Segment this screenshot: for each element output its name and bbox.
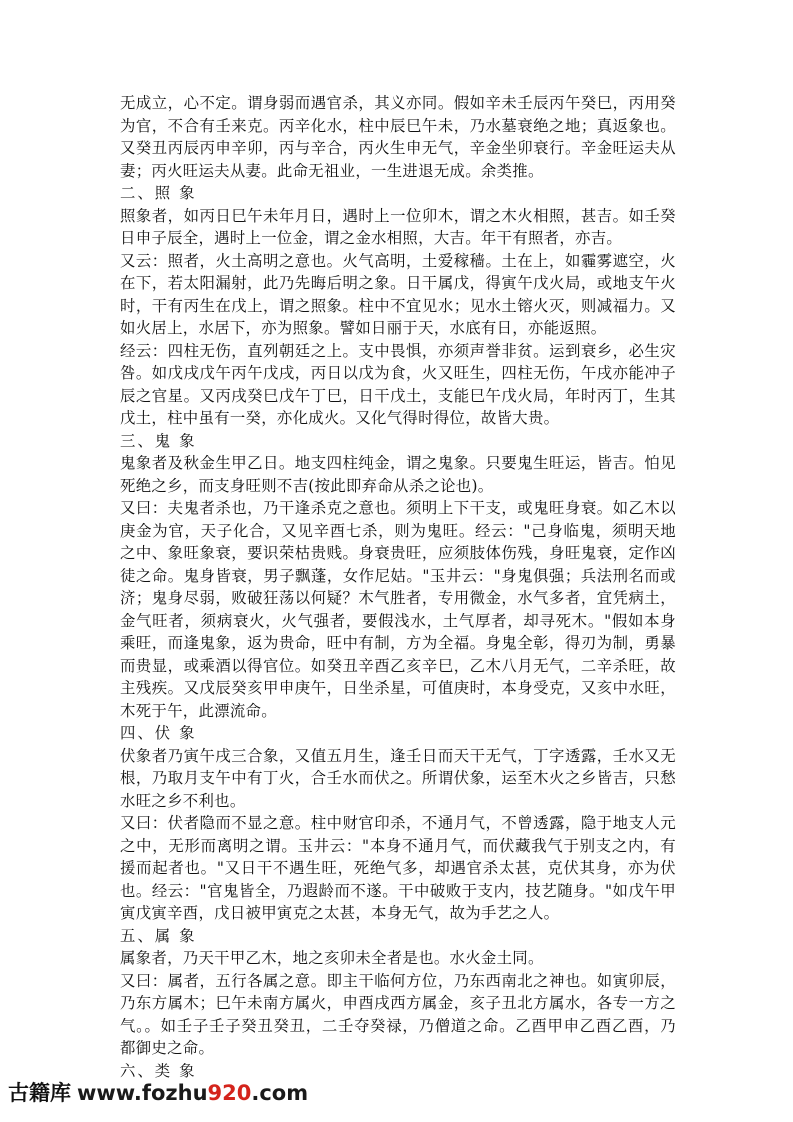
site-url-prefix: www.fozhu [77,1081,208,1105]
paragraph: 又曰：属者，五行各属之意。即主干临何方位，乃东西南北之神也。如寅卯辰，乃东方属木；巳午未南方属火，申酉戌西方属金，亥子丑北方属水，各专一方之气。。如壬子壬子癸丑癸丑，二壬夺癸禄，乃僧道之命。乙酉甲申乙酉乙酉，乃都御史之命。 [120,971,676,1057]
site-name: 古籍库 [8,1081,71,1105]
section-heading: 四、伏 象 [120,724,197,742]
paragraph: 又曰：伏者隐而不显之意。柱中财官印杀，不通月气，不曾透露，隐于地支人元之中，无形而离明之谓。玉井云："本身不通月气，而伏藏我气于别支之内，有援而起者也。"又日干不遇生旺，死绝气多，却遇官杀太甚，克伏其身，亦为伏也。经云："官鬼皆全，乃遐龄而不遂。干中破败于支内，技艺随身。"如戊午甲寅戊寅辛酉，戊日被甲寅克之太甚，本身无气，故为手艺之人。 [120,814,676,922]
section-heading: 二、照 象 [120,184,197,202]
paragraph: 又云：照者，火土高明之意也。火气高明，土爱稼穑。土在上，如霾雾遮空，火在下，若太阳漏射，此乃先晦后明之象。日干属戊，得寅午戊火局，或地支午火时，干有丙生在戊上，谓之照象。柱中不宜见水；见水土镕火灭，则减福力。又如火居上，水居下，亦为照象。譬如日丽于天，水底有日，亦能返照。 [120,251,676,337]
document-body [120,92,676,1082]
section-heading: 五、属 象 [120,926,197,945]
paragraph: 无成立，心不定。谓身弱而遇官杀，其义亦同。假如辛未壬辰丙午癸巳，丙用癸为官，不合有壬来克。丙辛化水，柱中辰巳午未，乃水墓衰绝之地；真返象也。又癸丑丙辰丙申辛卯，丙与辛合，丙火生申无气，辛金坐卯衰行。辛金旺运夫从妻；丙火旺运夫从妻。此命无祖业，一生进退无成。余类推。 [120,94,676,180]
paragraph: 伏象者乃寅午戌三合象，又值五月生，逢壬日而天干无气，丁字透露，壬水又无根，乃取月支午中有丁火，合壬水而伏之。所谓伏象，运至木火之乡皆吉，只愁水旺之乡不利也。 [120,746,676,810]
paragraph: 经云：四柱无伤，直列朝廷之上。支中畏惧，亦须声誉非贫。运到衰乡，必生灾咎。如戊戌戊午丙午戊戌，丙日以戊为食，火又旺生，四柱无伤，午戌亦能冲子辰之官星。又丙戌癸巳戊午丁巳，日干戊土，支能巳午戊火局，年时丙丁，生其戊土，柱中虽有一癸，亦化成火。又化气得时得位，故皆大贵。 [120,341,676,427]
paragraph: 又曰：夫鬼者杀也，乃干逢杀克之意也。须明上下干支，或鬼旺身衰。如乙木以庚金为官，天子化合，又见辛酉七杀，则为鬼旺。经云："己身临鬼，须明天地之中、象旺象衰，要识荣枯贵贱。身衰贵旺，应须肢体伤残，身旺鬼衰，定作凶徒之命。鬼身皆衰，男子飘蓬，女作尼姑。"玉井云："身鬼俱强；兵法刑名而或济；鬼身尽弱，败破狂荡以何疑？木气胜者，专用微金，水气多者，宜凭病土，金气旺者，须病衰火，火气强者，要假浅水，土气厚者，却寻死木。"假如本身乘旺，而逢鬼象，返为贵命，旺中有制，方为全福。身鬼全彰，得刃为制，勇暴而贵显，或乘酒以得官位。如癸丑辛酉乙亥辛巳，乙木八月无气，二辛杀旺，故主残疾。又戊辰癸亥甲申庚午，日坐杀星，可值庚时，本身受克，又亥中水旺，木死于午，此漂流命。 [120,499,676,720]
paragraph: 鬼象者及秋金生甲乙日。地支四柱纯金，谓之鬼象。只要鬼生旺运，皆吉。怕见死绝之乡，而支身旺则不吉(按此即弃命从杀之论也)。 [120,454,676,495]
site-url-number: 920 [207,1081,252,1105]
section-heading: 六、类 象 [120,1061,197,1080]
paragraph: 属象者，乃天干甲乙木，地之亥卯未全者是也。水火金土同。 [120,949,544,967]
site-watermark [8,1078,308,1108]
site-url-suffix: .com [251,1081,309,1105]
section-heading: 三、鬼 象 [120,431,197,450]
paragraph: 照象者，如丙日巳午未年月日，遇时上一位卯木，谓之木火相照，甚吉。如壬癸日申子辰全，遇时上一位金，谓之金水相照，大吉。年干有照者，亦吉。 [120,206,676,247]
